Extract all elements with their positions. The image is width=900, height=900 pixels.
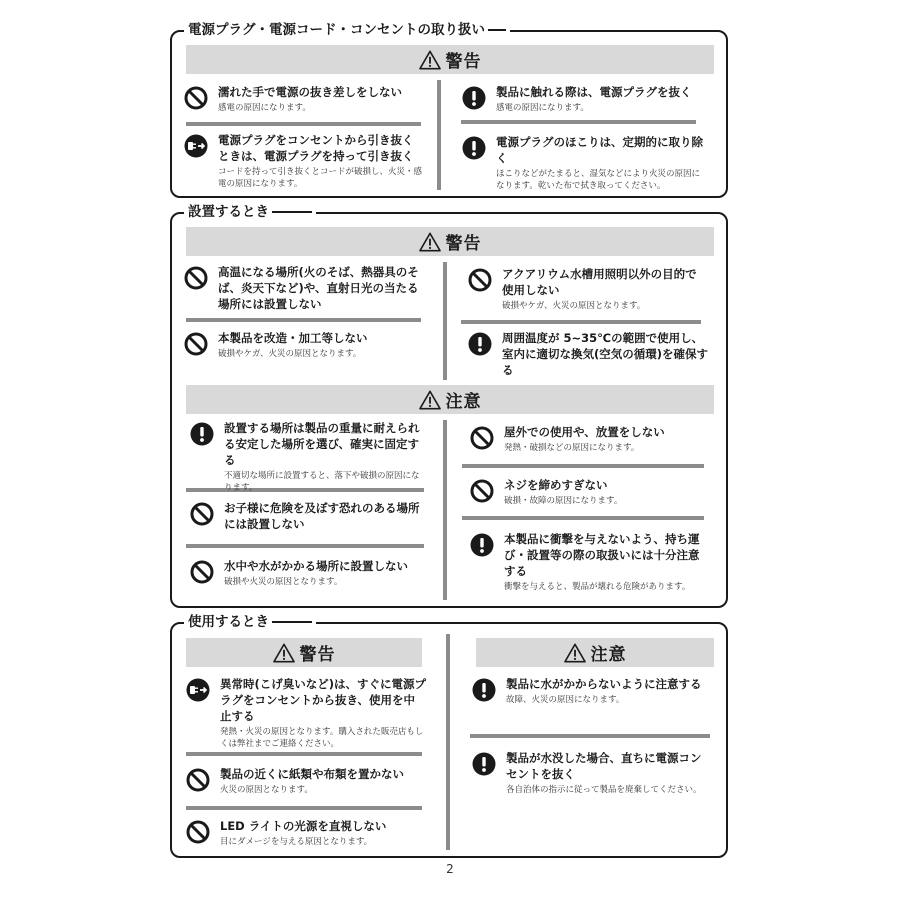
prohibited-icon [184, 266, 208, 290]
column-divider [446, 634, 450, 850]
section-title: 電源プラグ・電源コード・コンセントの取り扱い [184, 21, 510, 39]
prohibited-icon [468, 268, 492, 292]
mandatory-icon [472, 752, 496, 776]
row-divider [186, 318, 421, 322]
caution-banner: 注意 [186, 385, 714, 414]
mandatory-icon [472, 678, 496, 702]
mandatory-icon [468, 332, 492, 356]
row-divider [462, 464, 704, 468]
column-divider [443, 420, 447, 600]
warning-triangle-icon [419, 232, 441, 252]
prohibited-icon [186, 820, 210, 844]
warning-triangle-icon [419, 50, 441, 70]
warning-triangle-icon [564, 643, 586, 663]
warning-banner: 警告 [186, 227, 714, 256]
column-divider [443, 262, 447, 380]
warning-banner: 警告 [186, 45, 714, 74]
row-divider [462, 516, 704, 520]
prohibited-icon [184, 86, 208, 110]
mandatory-icon [190, 422, 214, 446]
prohibited-icon [470, 426, 494, 450]
page-number: 2 [446, 862, 454, 876]
section-title: 使用するとき [184, 613, 316, 631]
prohibited-icon [186, 768, 210, 792]
unplug-icon [184, 134, 208, 158]
mandatory-icon [462, 136, 486, 160]
row-divider [186, 752, 422, 756]
row-divider [186, 122, 421, 126]
mandatory-icon [470, 533, 494, 557]
prohibited-icon [190, 502, 214, 526]
section-title: 設置するとき [184, 203, 316, 221]
column-divider [437, 80, 441, 190]
warning-triangle-icon [419, 390, 441, 410]
row-divider [186, 544, 424, 548]
caution-banner: 注意 [476, 638, 714, 667]
warning-triangle-icon [273, 643, 295, 663]
prohibited-icon [470, 479, 494, 503]
row-divider [461, 320, 701, 324]
warning-banner: 警告 [186, 638, 422, 667]
row-divider [461, 120, 696, 124]
mandatory-icon [462, 86, 486, 110]
row-divider [470, 734, 710, 738]
unplug-icon [186, 678, 210, 702]
prohibited-icon [190, 560, 214, 584]
prohibited-icon [184, 332, 208, 356]
row-divider [186, 806, 422, 810]
